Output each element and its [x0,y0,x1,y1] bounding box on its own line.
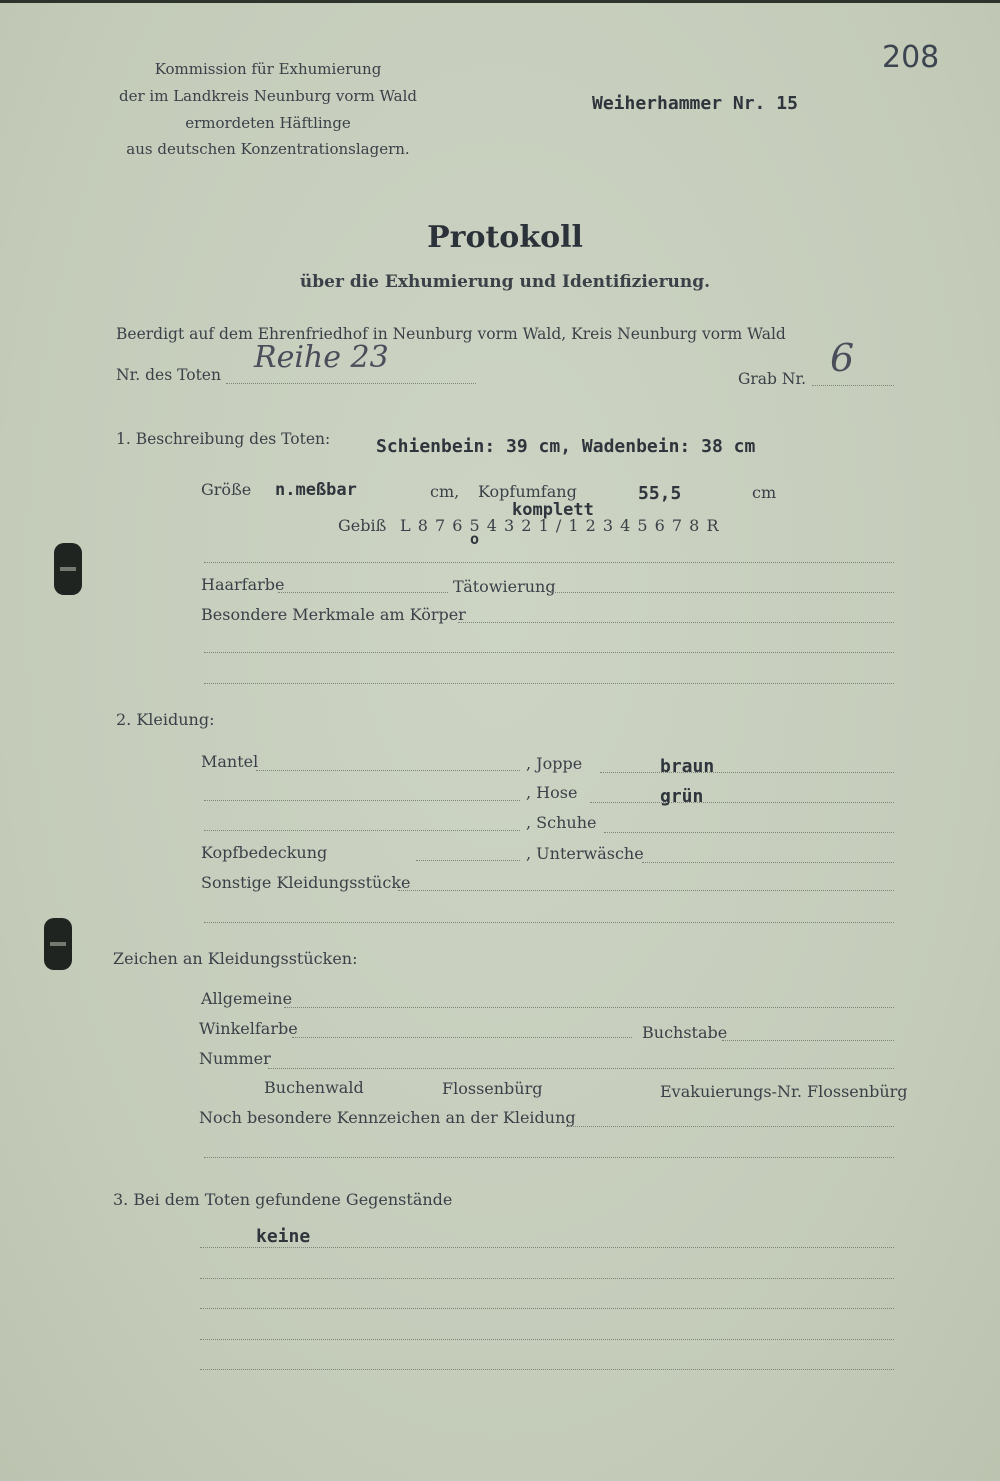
dead-no-label: Nr. des Toten [116,366,221,384]
punch-hole-bottom [44,918,72,970]
size-value: n.meßbar [275,480,357,500]
letter-line [722,1040,894,1041]
commission-line-2: der im Landkreis Neunburg vorm Wald [118,87,418,105]
marks-line-2 [204,652,894,653]
teeth-mark: o [470,530,480,548]
marks-line [458,622,894,623]
general-label: Allgemeine [201,989,293,1008]
dead-no-line [226,383,476,384]
document-subtitle: über die Exhumierung und Identifizierung. [299,272,711,292]
found-items-line-3 [200,1308,894,1309]
special-marks-line [566,1126,894,1127]
teeth-chart: L 8 7 6 5 4 3 2 1 / 1 2 3 4 5 6 7 8 R [400,516,720,535]
number-label: Nummer [199,1049,271,1068]
commission-line-3: ermordeten Häftlinge [185,114,351,132]
burial-place: Beerdigt auf dem Ehrenfriedhof in Neunburg vorm Wald, Kreis Neunburg vorm Wald [116,325,786,343]
angle-color-line [292,1037,632,1038]
other-clothing-label: Sonstige Kleidungsstücke [201,873,411,892]
found-items-line-4 [200,1339,894,1340]
number-line [268,1068,894,1069]
found-items-value: keine [256,1226,311,1247]
head-label: Kopfumfang [478,482,577,501]
marks-label: Besondere Merkmale am Körper [201,605,466,624]
coat-label: Mantel [201,752,259,771]
teeth-label: Gebiß [338,516,387,535]
section2-heading: 2. Kleidung: [116,710,215,729]
trousers-line [590,802,894,803]
flossenburg-label: Flossenbürg [442,1079,543,1098]
shoes-pre-line [204,830,520,831]
trousers-label: , Hose [526,783,578,802]
general-line [284,1007,894,1008]
size-unit: cm, [430,482,460,501]
document-title: Protokoll [427,220,583,255]
shoes-label: , Schuhe [526,813,597,832]
special-marks-label: Noch besondere Kennzeichen an der Kleidung [199,1108,576,1127]
jacket-line [600,772,894,773]
letter-label: Buchstabe [642,1023,728,1042]
shoes-line [604,832,894,833]
grave-no-line [812,385,894,386]
found-items-line-1 [200,1247,894,1248]
page-edge [0,0,1000,3]
reference-number: Weiherhammer Nr. 15 [592,93,798,114]
grave-no-label: Grab Nr. [738,370,807,388]
trousers-pre-line [204,800,520,801]
headwear-line [416,860,520,861]
evacuation-label: Evakuierungs-Nr. Flossenbürg [660,1082,908,1101]
jacket-label: , Joppe [526,754,583,773]
hair-label: Haarfarbe [201,575,285,594]
commission-line-4: aus deutschen Konzentrationslagern. [126,140,410,158]
headwear-label: Kopfbedeckung [201,843,328,862]
found-items-line-2 [200,1278,894,1279]
section1-heading: 1. Beschreibung des Toten: [116,430,331,448]
hair-line [278,592,448,593]
page-number: 208 [882,40,940,75]
jacket-value: braun [660,756,715,777]
clothing-marks-heading: Zeichen an Kleidungsstücken: [113,949,358,968]
head-unit: cm [752,483,777,502]
trousers-value: grün [660,786,704,807]
section1-typed-measurements: Schienbein: 39 cm, Wadenbein: 38 cm [376,436,756,457]
size-label: Größe [201,480,252,499]
tattoo-label: Tätowierung [453,577,556,596]
commission-line-1: Kommission für Exhumierung [154,60,382,78]
coat-line [256,770,520,771]
other-clothing-line-2 [204,922,894,923]
angle-color-label: Winkelfarbe [199,1019,298,1038]
buchenwald-label: Buchenwald [264,1078,364,1097]
section3-heading: 3. Bei dem Toten gefundene Gegenstände [113,1190,453,1209]
marks-line-3 [204,683,894,684]
punch-hole-top [54,543,82,595]
underwear-line [642,862,894,863]
special-marks-line-2 [204,1157,894,1158]
head-value: 55,5 [638,483,682,504]
tattoo-line [550,592,894,593]
found-items-line-5 [200,1369,894,1370]
teeth-line [204,562,894,563]
dead-no-value: Reihe 23 [254,340,389,375]
grave-no-value: 6 [830,336,855,380]
underwear-label: , Unterwäsche [526,844,644,863]
teeth-typed: komplett [512,500,594,520]
other-clothing-line [398,890,894,891]
